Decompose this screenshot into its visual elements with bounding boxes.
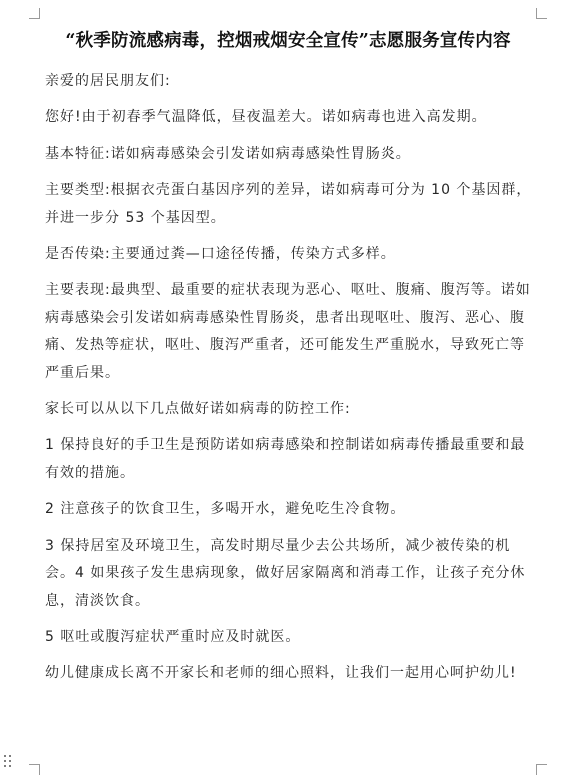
- paragraph-contagion: 是否传染:主要通过粪—口途径传播，传染方式多样。: [45, 246, 396, 263]
- paragraph-intro: 您好!由于初春季气温降低，昼夜温差大。诺如病毒也进入高发期。: [45, 109, 487, 126]
- paragraph-types: 主要类型:根据衣壳蛋白基因序列的差异，诺如病毒可分为 10 个基因群，并进一步分 53 个基因型。: [45, 182, 532, 226]
- page-corner-mark: [536, 764, 547, 775]
- page-corner-mark: [29, 8, 40, 19]
- paragraph-closing: 幼儿健康成长离不开家长和老师的细心照料，让我们一起用心呵护幼儿!: [45, 665, 517, 682]
- paragraph-tip-5: 5 呕吐或腹泻症状严重时应及时就医。: [45, 628, 301, 645]
- paragraph-greeting: 亲爱的居民朋友们:: [45, 73, 171, 89]
- document-title: “秋季防流感病毒，控烟戒烟安全宣传”志愿服务宣传内容: [65, 31, 511, 51]
- paragraph-tip-3-4: 3 保持居室及环境卫生，高发时期尽量少去公共场所，减少被传染的机会。4 如果孩子发生患病现象，做好居家隔离和消毒工作，让孩子充分休息，清淡饮食。: [45, 537, 526, 609]
- paragraph-tip-1: 1 保持良好的手卫生是预防诺如病毒感染和控制诺如病毒传播最重要和最有效的措施。: [45, 437, 526, 481]
- paragraph-tip-2: 2 注意孩子的饮食卫生，多喝开水，避免吃生冷食物。: [45, 501, 406, 518]
- document-body[interactable]: [45, 68, 537, 688]
- page-corner-mark: [536, 8, 547, 19]
- paragraph-symptoms: 主要表现:最典型、最重要的症状表现为恶心、呕吐、腹痛、腹泻等。诺如病毒感染会引发诺如病毒感染性胃肠炎，患者出现呕吐、腹泻、恶心、腹痛、发热等症状，呕吐、腹泻严重者，还可能发生严重脱水，导致死亡等严重后果。: [45, 282, 531, 381]
- paragraph-features: 基本特征:诺如病毒感染会引发诺如病毒感染性胃肠炎。: [45, 145, 411, 162]
- page-corner-mark: [29, 764, 40, 775]
- drag-handle-icon[interactable]: [4, 755, 14, 767]
- paragraph-prevention-intro: 家长可以从以下几点做好诺如病毒的防控工作:: [45, 401, 351, 418]
